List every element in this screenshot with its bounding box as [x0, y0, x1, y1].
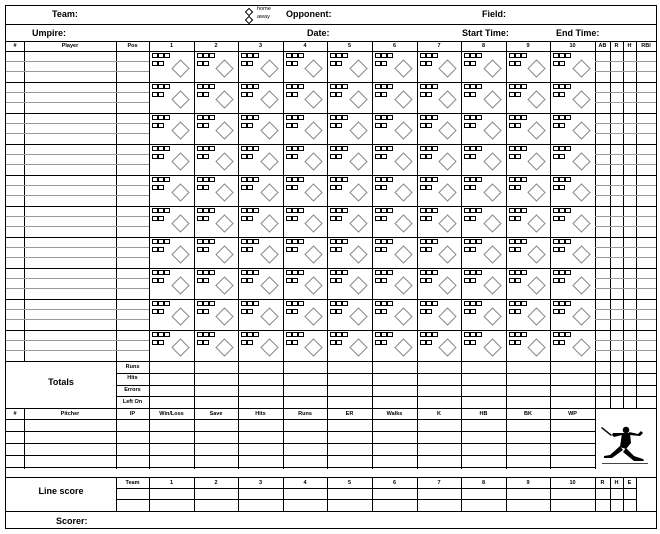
pitching-header: #	[13, 411, 17, 417]
scoring-cell[interactable]	[461, 82, 506, 113]
pitching-header: ER	[345, 411, 354, 417]
scoring-cell[interactable]	[238, 113, 283, 144]
away-radio[interactable]	[245, 16, 253, 24]
base-diamond-icon	[304, 276, 322, 294]
scoring-cell[interactable]	[461, 330, 506, 361]
base-diamond-icon	[394, 121, 412, 139]
base-diamond-icon	[572, 152, 590, 170]
base-diamond-icon	[438, 121, 456, 139]
scoring-cell[interactable]	[461, 144, 506, 175]
linescore-team-header: Team	[125, 480, 140, 486]
base-diamond-icon	[483, 152, 501, 170]
scoring-cell[interactable]	[461, 51, 506, 82]
scoring-cell[interactable]	[283, 268, 327, 299]
base-diamond-icon	[572, 121, 590, 139]
base-diamond-icon	[260, 245, 278, 263]
base-diamond-icon	[394, 276, 412, 294]
scoring-cell[interactable]	[327, 299, 372, 330]
stat-header: H	[627, 43, 632, 49]
scoring-cell[interactable]	[238, 144, 283, 175]
totals-row-label: Errors	[124, 387, 141, 393]
scoring-cell[interactable]	[283, 175, 327, 206]
inning-header: 7	[437, 43, 441, 49]
base-diamond-icon	[349, 214, 367, 232]
scoring-cell[interactable]	[149, 51, 194, 82]
pitching-header: HB	[479, 411, 488, 417]
base-diamond-icon	[304, 121, 322, 139]
inning-header: 1	[169, 43, 174, 49]
pitching-header: Save	[209, 411, 223, 417]
base-diamond-icon	[260, 338, 278, 356]
base-diamond-icon	[349, 276, 367, 294]
scoring-cell[interactable]	[372, 82, 417, 113]
scoring-cell[interactable]	[417, 299, 461, 330]
base-diamond-icon	[171, 59, 189, 77]
base-diamond-icon	[483, 276, 501, 294]
inning-header: 6	[392, 43, 397, 49]
scoring-cell[interactable]	[550, 330, 595, 361]
base-diamond-icon	[171, 338, 189, 356]
pos-header: Pos	[127, 43, 138, 49]
field-label: Field:	[482, 9, 506, 19]
base-diamond-icon	[483, 59, 501, 77]
scoring-cell[interactable]	[550, 299, 595, 330]
scoring-cell[interactable]	[372, 330, 417, 361]
linescore-inning-header: 5	[347, 480, 352, 486]
base-diamond-icon	[572, 338, 590, 356]
base-diamond-icon	[438, 59, 456, 77]
inning-header: 4	[303, 43, 307, 49]
scoring-cell[interactable]	[149, 330, 194, 361]
scoring-cell[interactable]	[550, 113, 595, 144]
scoring-cell[interactable]	[417, 144, 461, 175]
base-diamond-icon	[349, 245, 367, 263]
scoring-cell[interactable]	[283, 330, 327, 361]
scoring-cell[interactable]	[149, 144, 194, 175]
scoring-cell[interactable]	[327, 82, 372, 113]
base-diamond-icon	[304, 152, 322, 170]
base-diamond-icon	[572, 90, 590, 108]
base-diamond-icon	[349, 59, 367, 77]
base-diamond-icon	[394, 214, 412, 232]
totals-row-label: Hits	[127, 375, 138, 382]
opponent-label: Opponent:	[286, 9, 332, 19]
inning-header: 9	[526, 43, 530, 49]
scoring-cell[interactable]	[372, 268, 417, 299]
scoring-cell[interactable]	[149, 206, 194, 237]
scoring-cell[interactable]	[372, 237, 417, 268]
base-diamond-icon	[304, 214, 322, 232]
scoring-cell[interactable]	[283, 144, 327, 175]
inning-header: 3	[258, 43, 263, 49]
scoring-cell[interactable]	[327, 268, 372, 299]
base-diamond-icon	[171, 152, 189, 170]
scoring-cell[interactable]	[506, 144, 550, 175]
scoring-cell[interactable]	[238, 51, 283, 82]
scoring-cell[interactable]	[238, 268, 283, 299]
base-diamond-icon	[438, 90, 456, 108]
scoring-cell[interactable]	[461, 175, 506, 206]
scoring-cell[interactable]	[149, 237, 194, 268]
scoring-cell[interactable]	[417, 51, 461, 82]
base-diamond-icon	[527, 276, 545, 294]
stat-header: AB	[598, 43, 607, 49]
base-diamond-icon	[572, 276, 590, 294]
base-diamond-icon	[527, 338, 545, 356]
linescore-inning-header: 9	[526, 480, 530, 486]
scoring-cell[interactable]	[238, 82, 283, 113]
pitching-header: Hits	[255, 411, 266, 417]
batter-silhouette-icon	[600, 413, 652, 468]
scoring-cell[interactable]	[149, 175, 194, 206]
base-diamond-icon	[394, 245, 412, 263]
scoring-cell[interactable]	[194, 237, 238, 268]
umpire-label: Umpire:	[32, 28, 67, 38]
scoring-cell[interactable]	[283, 113, 327, 144]
totals-row-label: Runs	[125, 363, 140, 370]
linescore-inning-header: 6	[392, 480, 397, 486]
base-diamond-icon	[304, 245, 322, 263]
scoring-cell[interactable]	[417, 113, 461, 144]
scoring-cell[interactable]	[506, 82, 550, 113]
base-diamond-icon	[483, 90, 501, 108]
scoring-cell[interactable]	[238, 206, 283, 237]
inning-header: 10	[569, 43, 576, 49]
base-diamond-icon	[572, 183, 590, 201]
scoring-cell[interactable]	[550, 175, 595, 206]
base-diamond-icon	[260, 183, 278, 201]
inning-header: 5	[347, 43, 352, 49]
linescore-inning-header: 2	[214, 480, 218, 486]
base-diamond-icon	[215, 214, 233, 232]
scoring-cell[interactable]	[372, 175, 417, 206]
base-diamond-icon	[215, 245, 233, 263]
pitching-header: Runs	[298, 411, 312, 417]
date-label: Date:	[307, 28, 330, 38]
base-diamond-icon	[171, 183, 189, 201]
scoring-cell[interactable]	[149, 113, 194, 144]
scoring-cell[interactable]	[461, 113, 506, 144]
base-diamond-icon	[438, 276, 456, 294]
scoring-cell[interactable]	[417, 268, 461, 299]
scoring-cell[interactable]	[506, 175, 550, 206]
base-diamond-icon	[215, 276, 233, 294]
totals-row-label: Left On	[122, 398, 143, 405]
scoring-cell[interactable]	[372, 113, 417, 144]
base-diamond-icon	[527, 90, 545, 108]
scoring-cell[interactable]	[506, 206, 550, 237]
base-diamond-icon	[215, 152, 233, 170]
scoring-cell[interactable]	[417, 175, 461, 206]
base-diamond-icon	[260, 59, 278, 77]
scoring-cell[interactable]	[149, 268, 194, 299]
base-diamond-icon	[394, 338, 412, 356]
scoring-cell[interactable]	[194, 82, 238, 113]
base-diamond-icon	[171, 245, 189, 263]
scoring-cell[interactable]	[372, 51, 417, 82]
scoring-cell[interactable]	[194, 206, 238, 237]
linescore-inning-header: 8	[481, 480, 486, 486]
scoring-cell[interactable]	[506, 237, 550, 268]
base-diamond-icon	[438, 307, 456, 325]
base-diamond-icon	[527, 307, 545, 325]
base-diamond-icon	[260, 90, 278, 108]
scoring-cell[interactable]	[283, 206, 327, 237]
base-diamond-icon	[304, 59, 322, 77]
scoring-cell[interactable]	[327, 330, 372, 361]
scoring-cell[interactable]	[283, 237, 327, 268]
base-diamond-icon	[527, 121, 545, 139]
base-diamond-icon	[394, 59, 412, 77]
base-diamond-icon	[349, 307, 367, 325]
base-diamond-icon	[260, 214, 278, 232]
base-diamond-icon	[438, 152, 456, 170]
scoring-cell[interactable]	[327, 51, 372, 82]
away-label: away	[257, 14, 270, 20]
scoring-cell[interactable]	[327, 175, 372, 206]
base-diamond-icon	[394, 307, 412, 325]
inning-header: 2	[214, 43, 218, 49]
scoresheet	[5, 5, 657, 529]
base-diamond-icon	[394, 152, 412, 170]
scoring-cell[interactable]	[194, 51, 238, 82]
start-time-label: Start Time:	[462, 28, 509, 38]
base-diamond-icon	[304, 90, 322, 108]
base-diamond-icon	[483, 214, 501, 232]
scoring-cell[interactable]	[506, 330, 550, 361]
base-diamond-icon	[438, 214, 456, 232]
base-diamond-icon	[438, 183, 456, 201]
base-diamond-icon	[483, 121, 501, 139]
scoring-cell[interactable]	[283, 51, 327, 82]
base-diamond-icon	[215, 183, 233, 201]
base-diamond-icon	[349, 338, 367, 356]
base-diamond-icon	[171, 90, 189, 108]
scorer-label: Scorer:	[56, 516, 88, 526]
base-diamond-icon	[527, 59, 545, 77]
scoring-cell[interactable]	[461, 206, 506, 237]
base-diamond-icon	[527, 245, 545, 263]
scoring-cell[interactable]	[417, 82, 461, 113]
base-diamond-icon	[349, 152, 367, 170]
linescore-rhe-header: H	[614, 480, 619, 486]
pitching-header: BK	[524, 411, 532, 417]
base-diamond-icon	[483, 183, 501, 201]
scoring-cell[interactable]	[283, 299, 327, 330]
scoring-cell[interactable]	[283, 82, 327, 113]
base-diamond-icon	[215, 338, 233, 356]
scoring-cell[interactable]	[461, 268, 506, 299]
scoring-cell[interactable]	[372, 206, 417, 237]
base-diamond-icon	[215, 90, 233, 108]
inning-header: 8	[481, 43, 486, 49]
base-diamond-icon	[572, 307, 590, 325]
base-diamond-icon	[572, 214, 590, 232]
scoring-cell[interactable]	[506, 113, 550, 144]
scoring-cell[interactable]	[194, 144, 238, 175]
base-diamond-icon	[304, 338, 322, 356]
base-diamond-icon	[215, 59, 233, 77]
base-diamond-icon	[394, 90, 412, 108]
end-time-label: End Time:	[556, 28, 600, 38]
scoring-cell[interactable]	[194, 330, 238, 361]
base-diamond-icon	[215, 121, 233, 139]
scoring-cell[interactable]	[506, 268, 550, 299]
base-diamond-icon	[349, 90, 367, 108]
scoring-cell[interactable]	[238, 175, 283, 206]
num-header: #	[13, 43, 17, 49]
base-diamond-icon	[483, 338, 501, 356]
scoring-cell[interactable]	[238, 237, 283, 268]
scoring-cell[interactable]	[550, 268, 595, 299]
base-diamond-icon	[304, 183, 322, 201]
base-diamond-icon	[349, 121, 367, 139]
base-diamond-icon	[171, 214, 189, 232]
linescore-inning-header: 4	[303, 480, 307, 486]
linescore-rhe-header: E	[627, 480, 632, 486]
scoring-cell[interactable]	[417, 330, 461, 361]
scoring-cell[interactable]	[194, 175, 238, 206]
scoring-cell[interactable]	[327, 237, 372, 268]
pitching-header: WP	[568, 411, 577, 417]
pitching-header: Pitcher	[60, 411, 80, 417]
linescore-label: Line score	[38, 486, 84, 496]
pitching-header: Walks	[386, 411, 403, 417]
base-diamond-icon	[527, 183, 545, 201]
scoring-cell[interactable]	[149, 299, 194, 330]
scoring-cell[interactable]	[461, 237, 506, 268]
base-diamond-icon	[215, 307, 233, 325]
linescore-inning-header: 3	[258, 480, 263, 486]
base-diamond-icon	[572, 245, 590, 263]
base-diamond-icon	[527, 214, 545, 232]
linescore-inning-header: 10	[569, 480, 576, 486]
scoring-cell[interactable]	[149, 82, 194, 113]
scoring-cell[interactable]	[194, 268, 238, 299]
scoring-cell[interactable]	[550, 82, 595, 113]
base-diamond-icon	[260, 276, 278, 294]
pitching-header: K	[437, 411, 441, 417]
scoring-cell[interactable]	[550, 237, 595, 268]
team-label: Team:	[52, 9, 78, 19]
base-diamond-icon	[349, 183, 367, 201]
scoring-cell[interactable]	[327, 144, 372, 175]
scoring-cell[interactable]	[417, 237, 461, 268]
base-diamond-icon	[438, 245, 456, 263]
base-diamond-icon	[572, 59, 590, 77]
scoring-cell[interactable]	[238, 330, 283, 361]
base-diamond-icon	[304, 307, 322, 325]
scoring-cell[interactable]	[372, 299, 417, 330]
base-diamond-icon	[483, 307, 501, 325]
base-diamond-icon	[260, 152, 278, 170]
base-diamond-icon	[438, 338, 456, 356]
scoring-cell[interactable]	[461, 299, 506, 330]
pitching-header: Win/Loss	[159, 411, 184, 417]
base-diamond-icon	[394, 183, 412, 201]
scoring-cell[interactable]	[417, 206, 461, 237]
linescore-inning-header: 1	[169, 480, 174, 486]
base-diamond-icon	[260, 121, 278, 139]
pitching-header: IP	[129, 411, 136, 417]
base-diamond-icon	[171, 276, 189, 294]
scoring-cell[interactable]	[194, 113, 238, 144]
scoring-cell[interactable]	[550, 144, 595, 175]
scoring-cell[interactable]	[506, 51, 550, 82]
base-diamond-icon	[527, 152, 545, 170]
linescore-inning-header: 7	[437, 480, 441, 486]
stat-header: RBI	[641, 43, 651, 49]
base-diamond-icon	[260, 307, 278, 325]
scoring-cell[interactable]	[194, 299, 238, 330]
scoring-cell[interactable]	[238, 299, 283, 330]
scoring-cell[interactable]	[506, 299, 550, 330]
home-label: home	[257, 6, 271, 12]
scoring-cell[interactable]	[372, 144, 417, 175]
base-diamond-icon	[483, 245, 501, 263]
player-header: Player	[61, 43, 79, 49]
base-diamond-icon	[171, 121, 189, 139]
base-diamond-icon	[171, 307, 189, 325]
scoring-cell[interactable]	[550, 51, 595, 82]
linescore-rhe-header: R	[600, 480, 605, 486]
totals-label: Totals	[48, 377, 74, 387]
scoring-cell[interactable]	[550, 206, 595, 237]
scoring-cell[interactable]	[327, 206, 372, 237]
scoring-cell[interactable]	[327, 113, 372, 144]
stat-header: R	[614, 43, 619, 49]
